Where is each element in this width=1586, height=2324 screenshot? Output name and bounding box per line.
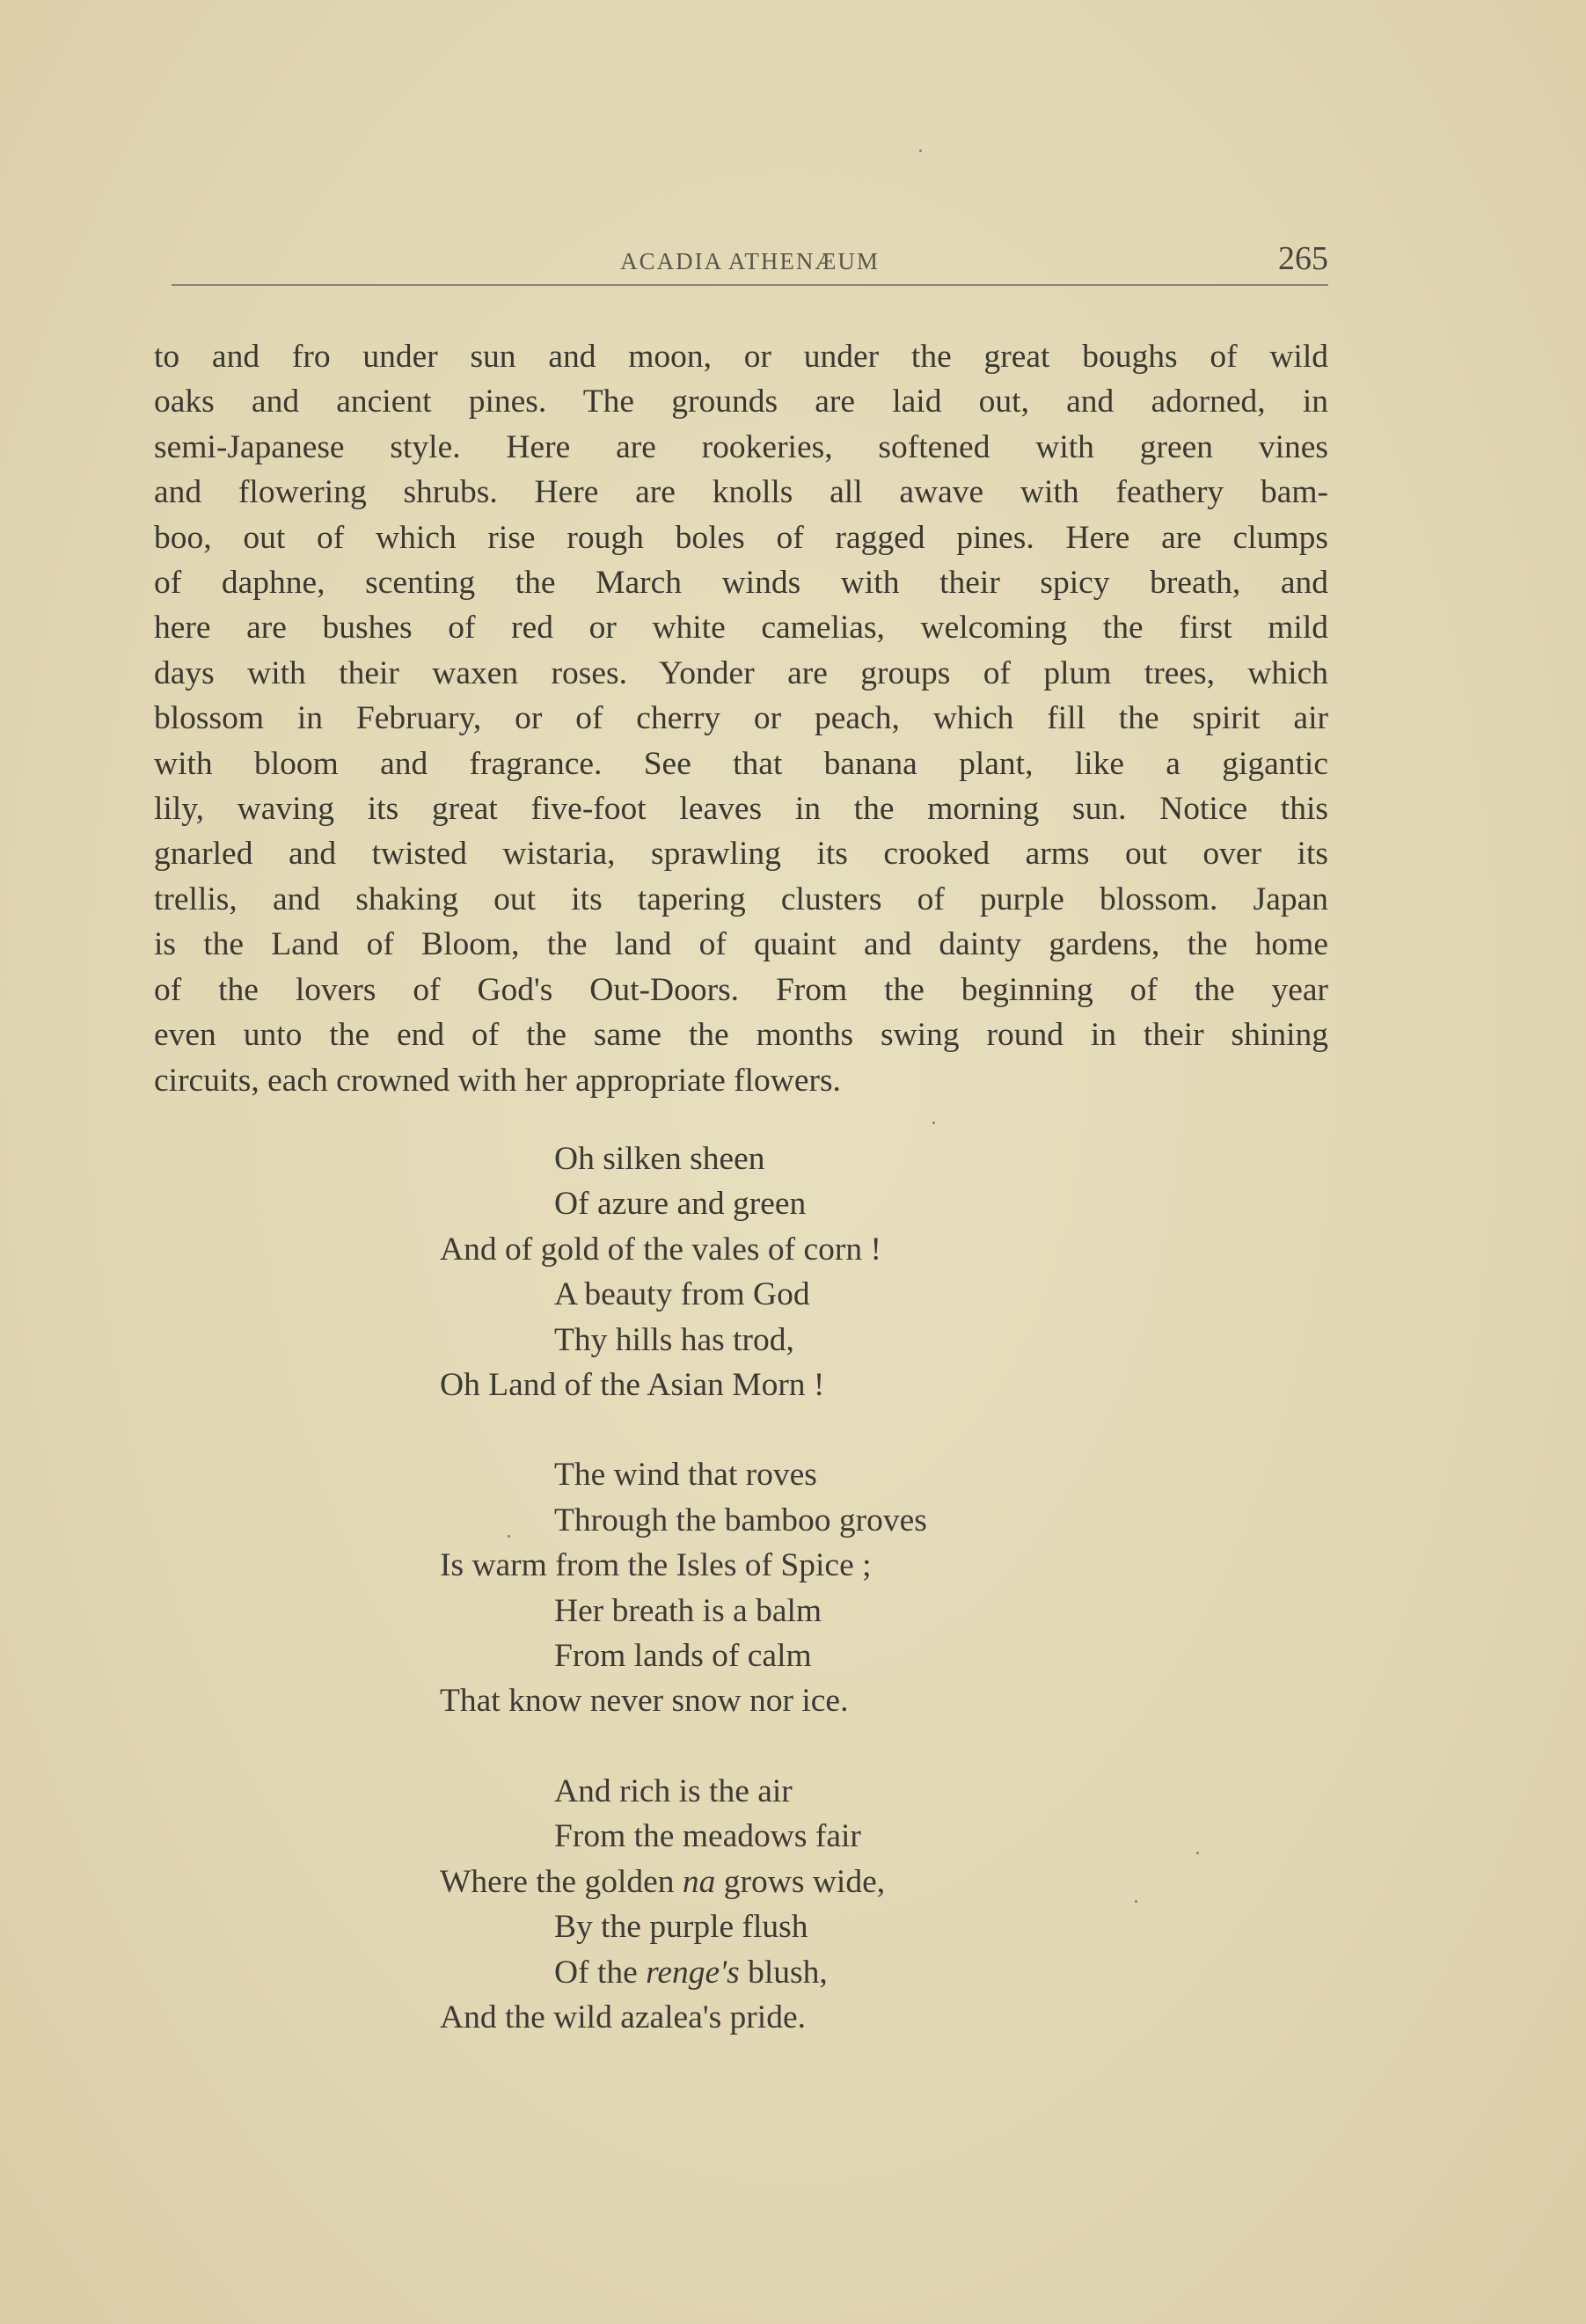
verse-line: From the meadows fair bbox=[554, 1818, 861, 1855]
running-title: ACADIA ATHENÆUM bbox=[620, 248, 880, 274]
verse-line: A beauty from God bbox=[554, 1276, 810, 1313]
verse-line: By the purple flush bbox=[554, 1909, 808, 1946]
prose-line: even unto the end of the same the months swing round in their shining bbox=[154, 1017, 1328, 1054]
verse-line bbox=[440, 1860, 927, 1904]
verse-line: Of azure and green bbox=[554, 1186, 807, 1223]
paper-speck bbox=[1135, 1900, 1137, 1903]
paper-speck bbox=[919, 150, 922, 152]
prose-line: days with their waxen roses. Yonder are groups of plum trees, which bbox=[154, 654, 1328, 691]
verse-text: grows wide, bbox=[715, 1863, 886, 1900]
prose-line: to and fro under sun and moon, or under the great boughs of wild bbox=[154, 339, 1328, 375]
prose-line: with bloom and fragrance. See that banana plant, like a gigantic bbox=[154, 745, 1328, 782]
verse-line bbox=[440, 1950, 927, 1995]
verse-line: Oh silken sheen bbox=[554, 1141, 765, 1177]
page-header bbox=[172, 239, 1328, 283]
prose-line: of daphne, scenting the March winds with their spicy breath, and bbox=[154, 565, 1328, 602]
verse-line: And the wild azalea's pride. bbox=[440, 1999, 806, 2035]
verse-line: From lands of calm bbox=[554, 1638, 812, 1675]
page-number: 265 bbox=[1278, 240, 1328, 277]
paper-speck bbox=[932, 1122, 935, 1124]
verse-text: Of the bbox=[554, 1954, 647, 1991]
prose-paragraph bbox=[154, 334, 1328, 1103]
prose-line: here are bushes of red or white camelias, welcoming the first mild bbox=[154, 610, 1328, 647]
paper-speck bbox=[508, 1535, 510, 1538]
prose-line: circuits, each crowned with her appropriate flowers. bbox=[154, 1062, 841, 1099]
prose-line: lily, waving its great five-foot leaves in the morning sun. Notice this bbox=[154, 791, 1328, 828]
prose-line: oaks and ancient pines. The grounds are laid out, and adorned, in bbox=[154, 384, 1328, 420]
prose-line: trellis, and shaking out its tapering clusters of purple blossom. Japan bbox=[154, 881, 1328, 917]
header-rule bbox=[172, 284, 1328, 286]
verse-text: blush, bbox=[739, 1954, 828, 1991]
prose-line: is the Land of Bloom, the land of quaint and dainty gardens, the home bbox=[154, 926, 1328, 963]
verse-line: That know never snow nor ice. bbox=[440, 1683, 849, 1720]
italic-word: na bbox=[682, 1863, 716, 1900]
verse-line: Her breath is a balm bbox=[554, 1592, 822, 1629]
prose-line: and flowering shrubs. Here are knolls all awave with feathery bam- bbox=[154, 474, 1328, 511]
prose-line: boo, out of which rise rough boles of ragged pines. Here are clumps bbox=[154, 519, 1328, 556]
poem bbox=[440, 1136, 927, 2085]
prose-line: semi-Japanese style. Here are rookeries, softened with green vines bbox=[154, 428, 1328, 465]
verse-line: The wind that roves bbox=[554, 1457, 817, 1494]
prose-line: blossom in February, or of cherry or peach, which fill the spirit air bbox=[154, 700, 1328, 737]
verse-line: Oh Land of the Asian Morn ! bbox=[440, 1367, 825, 1404]
verse-line: Through the bamboo groves bbox=[554, 1502, 927, 1538]
verse-line: Is warm from the Isles of Spice ; bbox=[440, 1547, 872, 1584]
paper-speck bbox=[1196, 1852, 1199, 1854]
stanza-3 bbox=[440, 1769, 927, 2040]
verse-text: Where the golden bbox=[440, 1863, 683, 1900]
stanza-1 bbox=[440, 1136, 927, 1407]
verse-line: And of gold of the vales of corn ! bbox=[440, 1231, 881, 1268]
italic-word: renge's bbox=[646, 1954, 740, 1991]
stanza-2 bbox=[440, 1452, 927, 1723]
verse-line: And rich is the air bbox=[554, 1772, 793, 1809]
prose-line: gnarled and twisted wistaria, sprawling its crooked arms out over its bbox=[154, 836, 1328, 873]
prose-line: of the lovers of God's Out-Doors. From the beginning of the year bbox=[154, 971, 1328, 1008]
verse-line: Thy hills has trod, bbox=[554, 1321, 794, 1358]
